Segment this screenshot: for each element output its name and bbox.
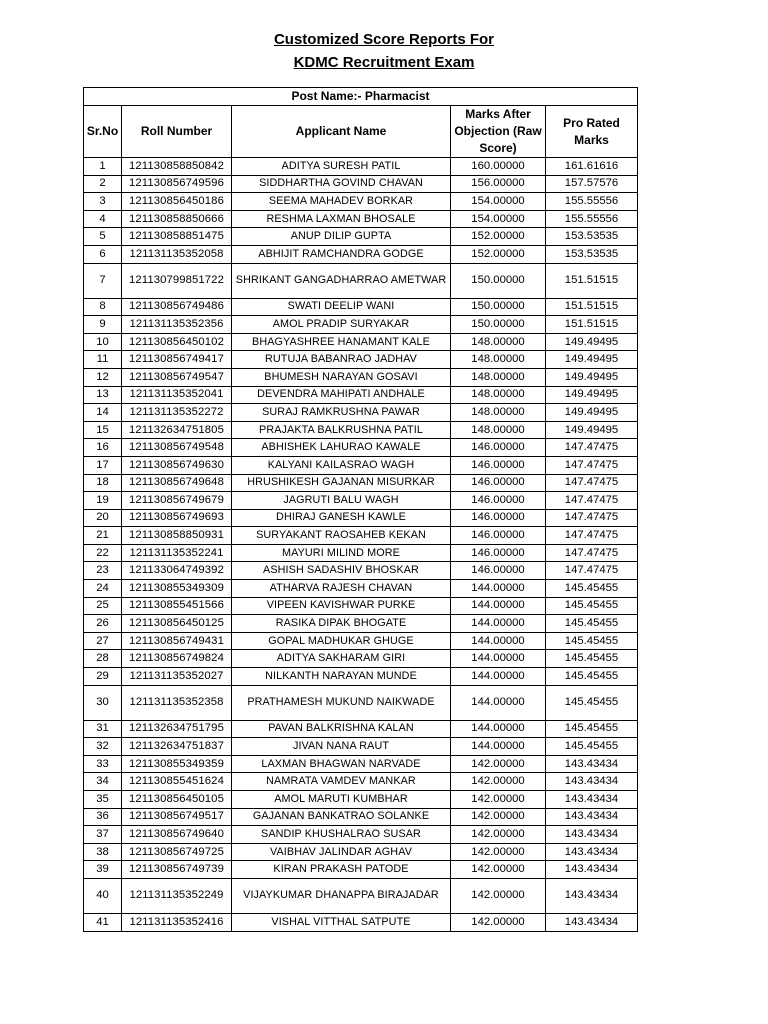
table-row [84, 878, 638, 913]
cell-roll-number: 121130856749630 [122, 456, 232, 474]
cell-raw-score: 148.00000 [451, 351, 546, 369]
table-row [84, 316, 638, 334]
cell-sr-no: 33 [84, 755, 122, 773]
cell-roll-number: 121130856749640 [122, 826, 232, 844]
cell-applicant-name: ANUP DILIP GUPTA [232, 228, 451, 246]
cell-roll-number: 121131135352058 [122, 245, 232, 263]
table-row [84, 404, 638, 422]
cell-sr-no: 1 [84, 158, 122, 176]
cell-sr-no: 14 [84, 404, 122, 422]
cell-raw-score: 144.00000 [451, 597, 546, 615]
cell-raw-score: 144.00000 [451, 720, 546, 738]
cell-sr-no: 32 [84, 738, 122, 756]
cell-raw-score: 142.00000 [451, 791, 546, 809]
cell-sr-no: 35 [84, 791, 122, 809]
cell-pro-rated-marks: 143.43434 [546, 755, 638, 773]
table-row [84, 263, 638, 298]
table-row [84, 720, 638, 738]
cell-raw-score: 142.00000 [451, 826, 546, 844]
cell-pro-rated-marks: 145.45455 [546, 738, 638, 756]
cell-pro-rated-marks: 145.45455 [546, 668, 638, 686]
cell-roll-number: 121130858850931 [122, 527, 232, 545]
cell-pro-rated-marks: 147.47475 [546, 562, 638, 580]
score-table [83, 87, 638, 932]
cell-pro-rated-marks: 143.43434 [546, 808, 638, 826]
cell-roll-number: 121130856749596 [122, 175, 232, 193]
cell-sr-no: 2 [84, 175, 122, 193]
cell-sr-no: 30 [84, 685, 122, 720]
cell-applicant-name: SEEMA MAHADEV BORKAR [232, 193, 451, 211]
cell-pro-rated-marks: 147.47475 [546, 492, 638, 510]
cell-pro-rated-marks: 149.49495 [546, 421, 638, 439]
table-row [84, 298, 638, 316]
cell-raw-score: 150.00000 [451, 263, 546, 298]
cell-sr-no: 41 [84, 913, 122, 931]
cell-applicant-name: SURAJ RAMKRUSHNA PAWAR [232, 404, 451, 422]
cell-roll-number: 121131135352027 [122, 668, 232, 686]
cell-raw-score: 154.00000 [451, 193, 546, 211]
table-row [84, 210, 638, 228]
cell-roll-number: 121130856749824 [122, 650, 232, 668]
cell-applicant-name: SANDIP KHUSHALRAO SUSAR [232, 826, 451, 844]
cell-sr-no: 39 [84, 861, 122, 879]
cell-applicant-name: GOPAL MADHUKAR GHUGE [232, 632, 451, 650]
cell-sr-no: 40 [84, 878, 122, 913]
table-row [84, 843, 638, 861]
cell-raw-score: 148.00000 [451, 368, 546, 386]
cell-pro-rated-marks: 155.55556 [546, 210, 638, 228]
table-row [84, 421, 638, 439]
table-row [84, 492, 638, 510]
cell-pro-rated-marks: 145.45455 [546, 720, 638, 738]
cell-roll-number: 121131135352356 [122, 316, 232, 334]
table-row [84, 544, 638, 562]
cell-pro-rated-marks: 143.43434 [546, 826, 638, 844]
cell-applicant-name: SIDDHARTHA GOVIND CHAVAN [232, 175, 451, 193]
cell-roll-number: 121130855451624 [122, 773, 232, 791]
cell-applicant-name: VISHAL VITTHAL SATPUTE [232, 913, 451, 931]
cell-raw-score: 146.00000 [451, 527, 546, 545]
table-row [84, 175, 638, 193]
cell-pro-rated-marks: 149.49495 [546, 351, 638, 369]
table-row [84, 562, 638, 580]
header-applicant-name: Applicant Name [232, 106, 451, 158]
cell-applicant-name: DEVENDRA MAHIPATI ANDHALE [232, 386, 451, 404]
cell-applicant-name: LAXMAN BHAGWAN NARVADE [232, 755, 451, 773]
cell-roll-number: 121130856749431 [122, 632, 232, 650]
cell-pro-rated-marks: 147.47475 [546, 474, 638, 492]
table-row [84, 861, 638, 879]
cell-pro-rated-marks: 145.45455 [546, 615, 638, 633]
cell-roll-number: 121130856450186 [122, 193, 232, 211]
cell-applicant-name: VAIBHAV JALINDAR AGHAV [232, 843, 451, 861]
cell-applicant-name: KIRAN PRAKASH PATODE [232, 861, 451, 879]
cell-pro-rated-marks: 143.43434 [546, 913, 638, 931]
post-name: Post Name:- Pharmacist [84, 88, 638, 106]
cell-raw-score: 142.00000 [451, 808, 546, 826]
cell-raw-score: 144.00000 [451, 632, 546, 650]
cell-applicant-name: ATHARVA RAJESH CHAVAN [232, 580, 451, 598]
cell-sr-no: 18 [84, 474, 122, 492]
cell-applicant-name: JIVAN NANA RAUT [232, 738, 451, 756]
cell-raw-score: 150.00000 [451, 316, 546, 334]
cell-applicant-name: RASIKA DIPAK BHOGATE [232, 615, 451, 633]
cell-sr-no: 7 [84, 263, 122, 298]
table-row [84, 228, 638, 246]
cell-applicant-name: AMOL MARUTI KUMBHAR [232, 791, 451, 809]
table-row [84, 738, 638, 756]
cell-raw-score: 142.00000 [451, 755, 546, 773]
cell-applicant-name: JAGRUTI BALU WAGH [232, 492, 451, 510]
cell-applicant-name: AMOL PRADIP SURYAKAR [232, 316, 451, 334]
cell-pro-rated-marks: 153.53535 [546, 228, 638, 246]
table-row [84, 826, 638, 844]
cell-applicant-name: RESHMA LAXMAN BHOSALE [232, 210, 451, 228]
cell-raw-score: 148.00000 [451, 421, 546, 439]
table-row [84, 333, 638, 351]
header-roll-number: Roll Number [122, 106, 232, 158]
cell-roll-number: 121130856749548 [122, 439, 232, 457]
cell-sr-no: 6 [84, 245, 122, 263]
cell-applicant-name: SHRIKANT GANGADHARRAO AMETWAR [232, 263, 451, 298]
cell-pro-rated-marks: 147.47475 [546, 544, 638, 562]
cell-raw-score: 146.00000 [451, 492, 546, 510]
cell-sr-no: 26 [84, 615, 122, 633]
cell-pro-rated-marks: 145.45455 [546, 650, 638, 668]
cell-sr-no: 24 [84, 580, 122, 598]
cell-pro-rated-marks: 151.51515 [546, 316, 638, 334]
cell-raw-score: 154.00000 [451, 210, 546, 228]
table-row [84, 386, 638, 404]
cell-roll-number: 121130855349359 [122, 755, 232, 773]
cell-raw-score: 142.00000 [451, 878, 546, 913]
cell-roll-number: 121130856749517 [122, 808, 232, 826]
table-row [84, 527, 638, 545]
cell-raw-score: 144.00000 [451, 650, 546, 668]
table-row [84, 439, 638, 457]
cell-roll-number: 121130856749739 [122, 861, 232, 879]
cell-roll-number: 121131135352041 [122, 386, 232, 404]
table-body [84, 158, 638, 932]
table-row [84, 685, 638, 720]
cell-pro-rated-marks: 147.47475 [546, 439, 638, 457]
cell-sr-no: 12 [84, 368, 122, 386]
table-row [84, 368, 638, 386]
cell-pro-rated-marks: 143.43434 [546, 861, 638, 879]
cell-applicant-name: KALYANI KAILASRAO WAGH [232, 456, 451, 474]
cell-sr-no: 19 [84, 492, 122, 510]
table-row [84, 597, 638, 615]
cell-applicant-name: BHUMESH NARAYAN GOSAVI [232, 368, 451, 386]
cell-roll-number: 121130856749547 [122, 368, 232, 386]
header-raw-score: Marks After Objection (Raw Score) [451, 106, 546, 158]
cell-sr-no: 9 [84, 316, 122, 334]
table-row [84, 808, 638, 826]
report-title-line-1: Customized Score Reports For [273, 31, 495, 48]
cell-raw-score: 146.00000 [451, 439, 546, 457]
table-row [84, 773, 638, 791]
cell-sr-no: 36 [84, 808, 122, 826]
cell-roll-number: 121131135352358 [122, 685, 232, 720]
cell-applicant-name: SWATI DEELIP WANI [232, 298, 451, 316]
cell-pro-rated-marks: 151.51515 [546, 263, 638, 298]
report-title [0, 28, 768, 74]
cell-sr-no: 11 [84, 351, 122, 369]
table-row [84, 632, 638, 650]
cell-sr-no: 8 [84, 298, 122, 316]
cell-applicant-name: ASHISH SADASHIV BHOSKAR [232, 562, 451, 580]
cell-sr-no: 3 [84, 193, 122, 211]
cell-roll-number: 121130856450102 [122, 333, 232, 351]
cell-applicant-name: BHAGYASHREE HANAMANT KALE [232, 333, 451, 351]
cell-raw-score: 144.00000 [451, 738, 546, 756]
table-row [84, 615, 638, 633]
cell-sr-no: 15 [84, 421, 122, 439]
cell-sr-no: 23 [84, 562, 122, 580]
table-row [84, 668, 638, 686]
cell-raw-score: 144.00000 [451, 580, 546, 598]
cell-sr-no: 34 [84, 773, 122, 791]
cell-raw-score: 142.00000 [451, 773, 546, 791]
header-row [84, 106, 638, 158]
cell-applicant-name: VIPEEN KAVISHWAR PURKE [232, 597, 451, 615]
cell-pro-rated-marks: 161.61616 [546, 158, 638, 176]
cell-pro-rated-marks: 143.43434 [546, 791, 638, 809]
cell-roll-number: 121130856749648 [122, 474, 232, 492]
cell-sr-no: 13 [84, 386, 122, 404]
cell-applicant-name: ABHIJIT RAMCHANDRA GODGE [232, 245, 451, 263]
cell-applicant-name: PRATHAMESH MUKUND NAIKWADE [232, 685, 451, 720]
cell-raw-score: 144.00000 [451, 685, 546, 720]
cell-roll-number: 121132634751805 [122, 421, 232, 439]
cell-roll-number: 121130856450105 [122, 791, 232, 809]
table-row [84, 193, 638, 211]
cell-raw-score: 142.00000 [451, 913, 546, 931]
cell-roll-number: 121131135352272 [122, 404, 232, 422]
cell-raw-score: 152.00000 [451, 228, 546, 246]
cell-raw-score: 148.00000 [451, 404, 546, 422]
cell-sr-no: 20 [84, 509, 122, 527]
cell-applicant-name: SURYAKANT RAOSAHEB KEKAN [232, 527, 451, 545]
cell-raw-score: 142.00000 [451, 843, 546, 861]
cell-sr-no: 25 [84, 597, 122, 615]
cell-raw-score: 146.00000 [451, 562, 546, 580]
cell-sr-no: 37 [84, 826, 122, 844]
cell-roll-number: 121130858851475 [122, 228, 232, 246]
cell-raw-score: 146.00000 [451, 474, 546, 492]
cell-roll-number: 121131135352249 [122, 878, 232, 913]
table-row [84, 913, 638, 931]
cell-raw-score: 146.00000 [451, 509, 546, 527]
table-row [84, 580, 638, 598]
cell-pro-rated-marks: 155.55556 [546, 193, 638, 211]
cell-pro-rated-marks: 145.45455 [546, 685, 638, 720]
table-row [84, 351, 638, 369]
cell-roll-number: 121130855349309 [122, 580, 232, 598]
cell-pro-rated-marks: 145.45455 [546, 597, 638, 615]
table-row [84, 755, 638, 773]
cell-sr-no: 16 [84, 439, 122, 457]
cell-sr-no: 27 [84, 632, 122, 650]
cell-roll-number: 121132634751795 [122, 720, 232, 738]
cell-pro-rated-marks: 149.49495 [546, 386, 638, 404]
cell-pro-rated-marks: 151.51515 [546, 298, 638, 316]
table-row [84, 245, 638, 263]
table-row [84, 791, 638, 809]
cell-sr-no: 5 [84, 228, 122, 246]
cell-sr-no: 29 [84, 668, 122, 686]
cell-pro-rated-marks: 157.57576 [546, 175, 638, 193]
cell-sr-no: 22 [84, 544, 122, 562]
cell-raw-score: 160.00000 [451, 158, 546, 176]
cell-roll-number: 121130856749417 [122, 351, 232, 369]
cell-roll-number: 121132634751837 [122, 738, 232, 756]
cell-raw-score: 148.00000 [451, 386, 546, 404]
cell-roll-number: 121130856450125 [122, 615, 232, 633]
cell-applicant-name: RUTUJA BABANRAO JADHAV [232, 351, 451, 369]
cell-roll-number: 121130799851722 [122, 263, 232, 298]
header-pro-rated-marks: Pro Rated Marks [546, 106, 638, 158]
cell-raw-score: 152.00000 [451, 245, 546, 263]
cell-applicant-name: ABHISHEK LAHURAO KAWALE [232, 439, 451, 457]
cell-pro-rated-marks: 147.47475 [546, 509, 638, 527]
cell-pro-rated-marks: 149.49495 [546, 333, 638, 351]
cell-raw-score: 144.00000 [451, 615, 546, 633]
cell-raw-score: 150.00000 [451, 298, 546, 316]
cell-sr-no: 31 [84, 720, 122, 738]
cell-pro-rated-marks: 149.49495 [546, 368, 638, 386]
cell-sr-no: 10 [84, 333, 122, 351]
cell-raw-score: 146.00000 [451, 456, 546, 474]
cell-roll-number: 121130858850666 [122, 210, 232, 228]
cell-roll-number: 121130858850842 [122, 158, 232, 176]
table-row [84, 456, 638, 474]
table-row [84, 474, 638, 492]
cell-sr-no: 17 [84, 456, 122, 474]
cell-roll-number: 121130856749693 [122, 509, 232, 527]
cell-pro-rated-marks: 145.45455 [546, 632, 638, 650]
cell-raw-score: 142.00000 [451, 861, 546, 879]
post-name-row [84, 88, 638, 106]
cell-roll-number: 121130856749725 [122, 843, 232, 861]
cell-applicant-name: ADITYA SURESH PATIL [232, 158, 451, 176]
cell-roll-number: 121130855451566 [122, 597, 232, 615]
cell-raw-score: 156.00000 [451, 175, 546, 193]
cell-raw-score: 146.00000 [451, 544, 546, 562]
header-sr-no: Sr.No [84, 106, 122, 158]
cell-roll-number: 121130856749486 [122, 298, 232, 316]
report-title-line-2: KDMC Recruitment Exam [293, 54, 475, 71]
cell-sr-no: 28 [84, 650, 122, 668]
cell-applicant-name: DHIRAJ GANESH KAWLE [232, 509, 451, 527]
table-row [84, 158, 638, 176]
cell-sr-no: 4 [84, 210, 122, 228]
cell-pro-rated-marks: 143.43434 [546, 878, 638, 913]
cell-applicant-name: PRAJAKTA BALKRUSHNA PATIL [232, 421, 451, 439]
cell-pro-rated-marks: 147.47475 [546, 456, 638, 474]
cell-applicant-name: MAYURI MILIND MORE [232, 544, 451, 562]
cell-pro-rated-marks: 143.43434 [546, 843, 638, 861]
cell-roll-number: 121131135352241 [122, 544, 232, 562]
cell-roll-number: 121133064749392 [122, 562, 232, 580]
cell-pro-rated-marks: 147.47475 [546, 527, 638, 545]
cell-raw-score: 148.00000 [451, 333, 546, 351]
table-row [84, 509, 638, 527]
cell-applicant-name: VIJAYKUMAR DHANAPPA BIRAJADAR [232, 878, 451, 913]
cell-raw-score: 144.00000 [451, 668, 546, 686]
cell-applicant-name: NILKANTH NARAYAN MUNDE [232, 668, 451, 686]
cell-sr-no: 21 [84, 527, 122, 545]
cell-pro-rated-marks: 153.53535 [546, 245, 638, 263]
cell-pro-rated-marks: 145.45455 [546, 580, 638, 598]
cell-pro-rated-marks: 149.49495 [546, 404, 638, 422]
cell-applicant-name: NAMRATA VAMDEV MANKAR [232, 773, 451, 791]
cell-roll-number: 121131135352416 [122, 913, 232, 931]
table-row [84, 650, 638, 668]
cell-applicant-name: PAVAN BALKRISHNA KALAN [232, 720, 451, 738]
cell-applicant-name: HRUSHIKESH GAJANAN MISURKAR [232, 474, 451, 492]
cell-sr-no: 38 [84, 843, 122, 861]
cell-roll-number: 121130856749679 [122, 492, 232, 510]
cell-pro-rated-marks: 143.43434 [546, 773, 638, 791]
cell-applicant-name: ADITYA SAKHARAM GIRI [232, 650, 451, 668]
cell-applicant-name: GAJANAN BANKATRAO SOLANKE [232, 808, 451, 826]
